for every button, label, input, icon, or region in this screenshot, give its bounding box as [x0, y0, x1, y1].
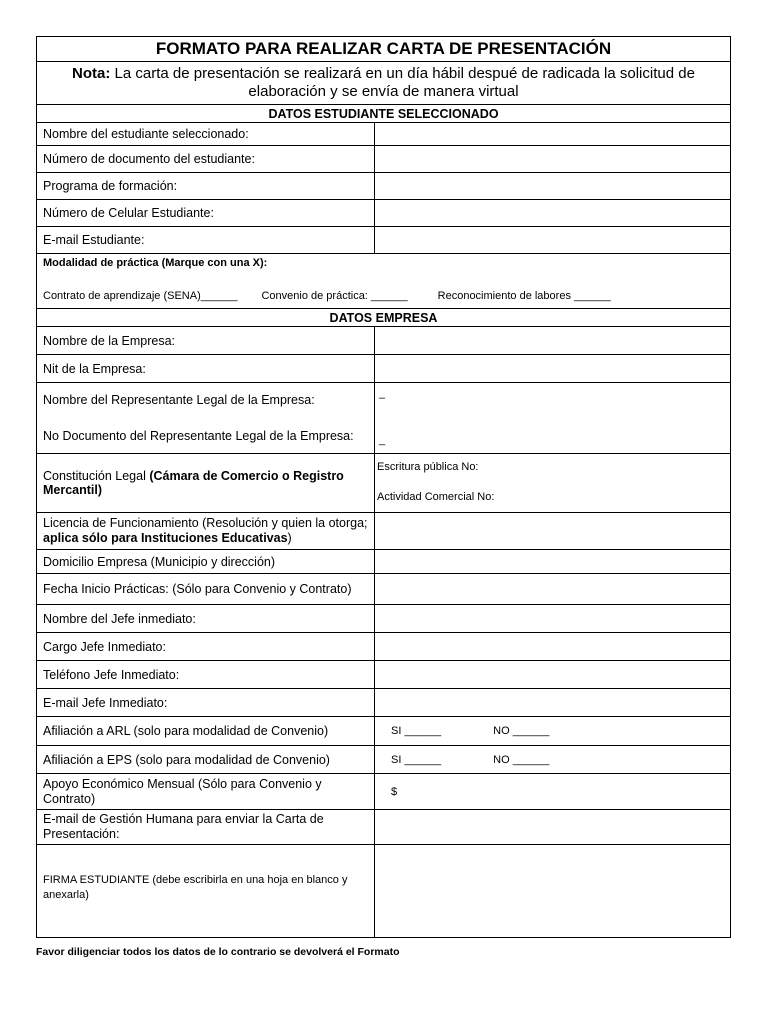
constitucion-bold: (Cámara de Comercio o Registro Mercantil)	[43, 469, 344, 497]
form-title: FORMATO PARA REALIZAR CARTA DE PRESENTACIÓN	[37, 37, 731, 62]
jefe-cargo-input[interactable]	[375, 633, 731, 661]
field-label: Nombre del Jefe inmediato:	[37, 605, 375, 633]
jefe-nombre-input[interactable]	[375, 605, 731, 633]
company-row-licencia	[37, 513, 731, 550]
company-row-jefe-nombre	[37, 605, 731, 633]
field-label: Nombre del estudiante seleccionado:	[37, 123, 375, 146]
footer-note: Favor diligenciar todos los datos de lo contrario se devolverá el Formato	[36, 946, 400, 958]
company-row-domicilio	[37, 550, 731, 574]
field-label: Número de documento del estudiante:	[37, 146, 375, 173]
student-programa-input[interactable]	[375, 173, 731, 200]
rep-doc-value[interactable]: _	[379, 434, 386, 446]
student-celular-input[interactable]	[375, 200, 731, 227]
firma-area[interactable]	[375, 845, 731, 938]
field-label: E-mail Estudiante:	[37, 227, 375, 254]
company-row-fecha	[37, 574, 731, 605]
eps-si[interactable]: SI ______	[391, 753, 442, 766]
domicilio-input[interactable]	[375, 550, 731, 574]
licencia-plain: Licencia de Funcionamiento (Resolución y quien la otorga;	[43, 516, 368, 530]
jefe-telefono-input[interactable]	[375, 661, 731, 689]
student-row-documento	[37, 146, 731, 173]
licencia-label	[37, 513, 375, 550]
student-row-programa	[37, 173, 731, 200]
company-row-email-gh	[37, 810, 731, 845]
field-label: Apoyo Económico Mensual (Sólo para Convenio y Contrato)	[37, 774, 375, 810]
email-gh-input[interactable]	[375, 810, 731, 845]
modalidad-cell	[37, 254, 731, 309]
form-table	[36, 36, 731, 938]
arl-options	[375, 717, 731, 746]
constitucion-values[interactable]	[375, 454, 731, 513]
company-row-nombre	[37, 327, 731, 355]
note-label: Nota:	[72, 65, 111, 82]
arl-no[interactable]: NO ______	[493, 725, 550, 737]
constitucion-plain: Constitución Legal	[43, 469, 150, 483]
field-label: Número de Celular Estudiante:	[37, 200, 375, 227]
field-label: Teléfono Jefe Inmediato:	[37, 661, 375, 689]
firma-row	[37, 845, 731, 938]
escritura-label: Escritura pública No:	[377, 461, 479, 473]
student-email-input[interactable]	[375, 227, 731, 254]
rep-values[interactable]	[375, 383, 731, 454]
firma-label: FIRMA ESTUDIANTE (debe escribirla en una hoja en blanco y anexarla)	[37, 845, 375, 938]
arl-si[interactable]: SI ______	[391, 725, 442, 737]
student-nombre-input[interactable]	[375, 123, 731, 146]
eps-options	[375, 746, 731, 774]
note-row	[37, 62, 731, 105]
company-row-eps	[37, 746, 731, 774]
company-row-representante	[37, 383, 731, 454]
modalidad-options	[43, 289, 724, 303]
field-label: Domicilio Empresa (Municipio y dirección)	[37, 550, 375, 574]
company-nit-input[interactable]	[375, 355, 731, 383]
note-text: La carta de presentación se realizará en un día hábil despué de radicada la solicitud de elaboración y se envía de manera virtual	[110, 65, 695, 100]
student-section-title: DATOS ESTUDIANTE SELECCIONADO	[37, 105, 731, 123]
field-label: Afiliación a ARL (solo para modalidad de Convenio)	[37, 717, 375, 746]
modalidad-reconocimiento[interactable]: Reconocimiento de labores ______	[437, 290, 611, 302]
field-label: Nombre de la Empresa:	[37, 327, 375, 355]
student-row-celular	[37, 200, 731, 227]
field-label: Nombre del Representante Legal de la Empresa:	[43, 393, 315, 407]
company-row-jefe-telefono	[37, 661, 731, 689]
company-row-apoyo	[37, 774, 731, 810]
presentation-letter-form	[36, 36, 730, 938]
licencia-bold: aplica sólo para Instituciones Educativas	[43, 531, 288, 545]
field-label: Cargo Jefe Inmediato:	[37, 633, 375, 661]
company-row-arl	[37, 717, 731, 746]
field-label: Fecha Inicio Prácticas: (Sólo para Convenio y Contrato)	[37, 574, 375, 605]
company-row-constitucion	[37, 454, 731, 513]
field-label: Nit de la Empresa:	[37, 355, 375, 383]
company-section-title: DATOS EMPRESA	[37, 309, 731, 327]
rep-labels	[37, 383, 375, 454]
field-label: Programa de formación:	[37, 173, 375, 200]
modalidad-title: Modalidad de práctica (Marque con una X):	[43, 257, 268, 269]
field-label: E-mail Jefe Inmediato:	[37, 689, 375, 717]
actividad-label: Actividad Comercial No:	[377, 491, 495, 503]
student-row-email	[37, 227, 731, 254]
constitucion-label	[37, 454, 375, 513]
rep-legal-value[interactable]: –	[379, 392, 386, 404]
company-row-jefe-email	[37, 689, 731, 717]
title-row	[37, 37, 731, 62]
licencia-close: )	[287, 531, 292, 545]
note	[37, 62, 731, 105]
company-row-jefe-cargo	[37, 633, 731, 661]
field-label: No Documento del Representante Legal de la Empresa:	[43, 429, 354, 443]
eps-no[interactable]: NO ______	[493, 753, 550, 766]
modalidad-convenio[interactable]: Convenio de práctica: ______	[261, 290, 408, 302]
field-label: Afiliación a EPS (solo para modalidad de Convenio)	[37, 746, 375, 774]
licencia-input[interactable]	[375, 513, 731, 550]
fecha-input[interactable]	[375, 574, 731, 605]
modalidad-contrato[interactable]: Contrato de aprendizaje (SENA)______	[43, 290, 238, 302]
apoyo-value[interactable]: $	[375, 774, 731, 810]
modalidad-row	[37, 254, 731, 309]
student-row-nombre	[37, 123, 731, 146]
student-documento-input[interactable]	[375, 146, 731, 173]
company-row-nit	[37, 355, 731, 383]
field-label: E-mail de Gestión Humana para enviar la Carta de Presentación:	[37, 810, 375, 845]
company-nombre-input[interactable]	[375, 327, 731, 355]
jefe-email-input[interactable]	[375, 689, 731, 717]
